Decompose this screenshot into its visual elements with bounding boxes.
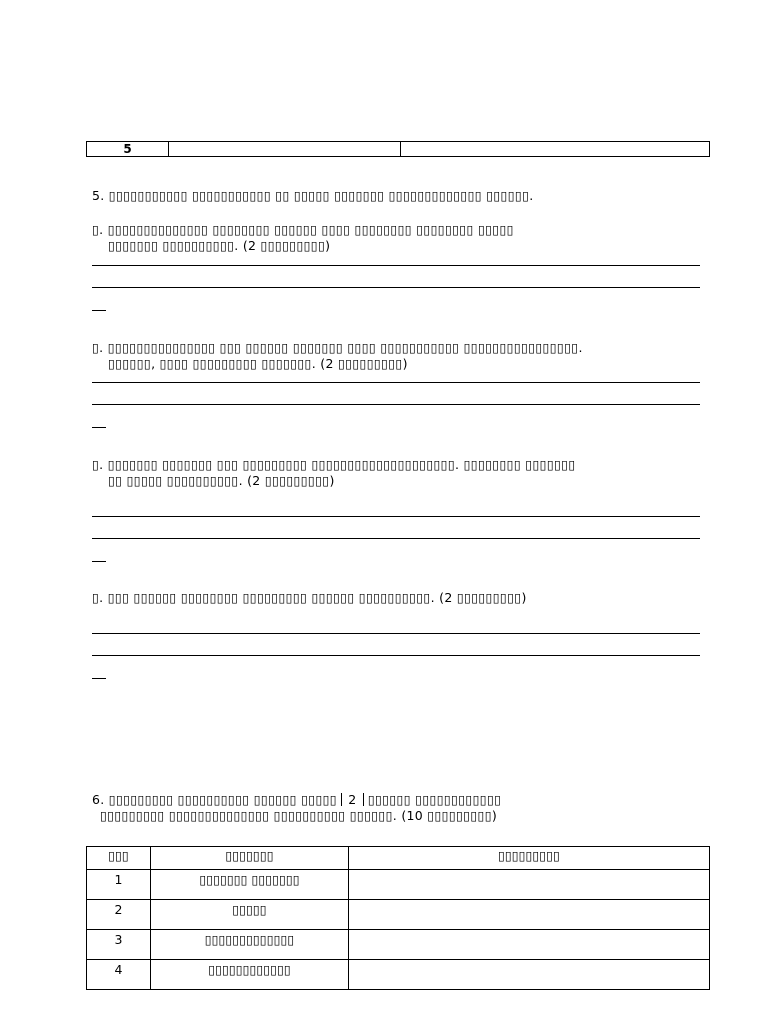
answer-line[interactable] xyxy=(92,382,700,383)
question-5-part-2-line-1: ▯. ▯▯▯▯▯▯▯▯▯▯▯▯▯▯▯ ▯▯▯ ▯▯▯▯▯▯ ▯▯▯▯▯▯▯ ▯▯▯▯ ▯▯▯▯▯▯▯▯▯▯▯ ▯▯▯▯▯▯▯▯▯▯▯▯▯▯▯▯. xyxy=(92,340,583,355)
answer-line[interactable] xyxy=(92,516,700,517)
answer-line[interactable] xyxy=(92,633,700,634)
header-cell-number: 5 xyxy=(87,142,169,157)
table-cell-item: ▯▯▯▯▯▯▯▯▯▯▯▯ xyxy=(151,960,349,990)
answer-line-end xyxy=(92,310,106,311)
table-row xyxy=(87,930,710,960)
table-header-item: ▯▯▯▯▯▯▯ xyxy=(151,847,349,870)
table-cell-item: ▯▯▯▯▯▯▯ ▯▯▯▯▯▯▯ xyxy=(151,870,349,900)
question-6-line-1 xyxy=(92,791,501,808)
question-5-heading: 5. ▯▯▯▯▯▯▯▯▯▯▯ ▯▯▯▯▯▯▯▯▯▯▯ ▯▯ ▯▯▯▯▯ ▯▯▯▯▯▯▯ ▯▯▯▯▯▯▯▯▯▯▯▯▯ ▯▯▯▯▯▯. xyxy=(92,188,534,203)
answer-line-end xyxy=(92,427,106,428)
table-cell-item: ▯▯▯▯▯ xyxy=(151,900,349,930)
table-cell-serial: 2 xyxy=(87,900,151,930)
question-6-count-box: 2 xyxy=(341,793,363,806)
table-row xyxy=(87,960,710,990)
table-cell-answer[interactable] xyxy=(349,930,710,960)
question-6-line-1-end: ▯▯▯▯▯▯ ▯▯▯▯▯▯▯▯▯▯▯▯ xyxy=(367,792,502,807)
table-header-row xyxy=(87,847,710,870)
header-cell-blank-1 xyxy=(169,142,401,157)
header-table xyxy=(86,141,710,157)
table-row xyxy=(87,900,710,930)
answer-table xyxy=(86,846,710,990)
question-5-part-1-line-1: ▯. ▯▯▯▯▯▯▯▯▯▯▯▯▯▯ ▯▯▯▯▯▯▯▯ ▯▯▯▯▯▯ ▯▯▯▯ ▯▯▯▯▯▯▯▯ ▯▯▯▯▯▯▯▯ ▯▯▯▯▯ xyxy=(92,222,514,237)
answer-line[interactable] xyxy=(92,538,700,539)
table-row xyxy=(87,870,710,900)
answer-line[interactable] xyxy=(92,404,700,405)
answer-line[interactable] xyxy=(92,287,700,288)
table-cell-serial: 3 xyxy=(87,930,151,960)
table-cell-serial: 1 xyxy=(87,870,151,900)
table-cell-answer[interactable] xyxy=(349,900,710,930)
answer-line-end xyxy=(92,561,106,562)
question-6-line-1-start: 6. ▯▯▯▯▯▯▯▯▯ ▯▯▯▯▯▯▯▯▯▯ ▯▯▯▯▯▯ ▯▯▯▯▯ xyxy=(92,792,337,807)
table-cell-item: ▯▯▯▯▯▯▯▯▯▯▯▯▯ xyxy=(151,930,349,960)
table-header-serial: ▯▯▯ xyxy=(87,847,151,870)
table-header-answer: ▯▯▯▯▯▯▯▯▯ xyxy=(349,847,710,870)
answer-line-end xyxy=(92,678,106,679)
header-cell-blank-2 xyxy=(401,142,710,157)
question-5-part-3-line-1: ▯. ▯▯▯▯▯▯▯ ▯▯▯▯▯▯▯ ▯▯▯ ▯▯▯▯▯▯▯▯▯ ▯▯▯▯▯▯▯▯▯▯▯▯▯▯▯▯▯▯▯▯. ▯▯▯▯▯▯▯▯ ▯▯▯▯▯▯▯ xyxy=(92,457,576,472)
question-5-part-4-line-1: ▯. ▯▯▯ ▯▯▯▯▯▯ ▯▯▯▯▯▯▯▯ ▯▯▯▯▯▯▯▯▯ ▯▯▯▯▯▯ ▯▯▯▯▯▯▯▯▯▯. (2 ▯▯▯▯▯▯▯▯▯) xyxy=(92,590,527,605)
question-6-line-2: ▯▯▯▯▯▯▯▯▯ ▯▯▯▯▯▯▯▯▯▯▯▯▯▯ ▯▯▯▯▯▯▯▯▯▯ ▯▯▯▯▯▯. (10 ▯▯▯▯▯▯▯▯▯) xyxy=(100,808,498,823)
question-5-part-3-line-2: ▯▯ ▯▯▯▯▯ ▯▯▯▯▯▯▯▯▯▯. (2 ▯▯▯▯▯▯▯▯▯) xyxy=(108,473,335,488)
answer-line[interactable] xyxy=(92,655,700,656)
answer-line[interactable] xyxy=(92,265,700,266)
question-5-part-2-line-2: ▯▯▯▯▯▯, ▯▯▯▯ ▯▯▯▯▯▯▯▯▯ ▯▯▯▯▯▯▯. (2 ▯▯▯▯▯▯▯▯▯) xyxy=(108,356,408,371)
table-cell-answer[interactable] xyxy=(349,960,710,990)
table-cell-answer[interactable] xyxy=(349,870,710,900)
table-cell-serial: 4 xyxy=(87,960,151,990)
question-5-part-1-line-2: ▯▯▯▯▯▯▯ ▯▯▯▯▯▯▯▯▯▯. (2 ▯▯▯▯▯▯▯▯▯) xyxy=(108,238,331,253)
